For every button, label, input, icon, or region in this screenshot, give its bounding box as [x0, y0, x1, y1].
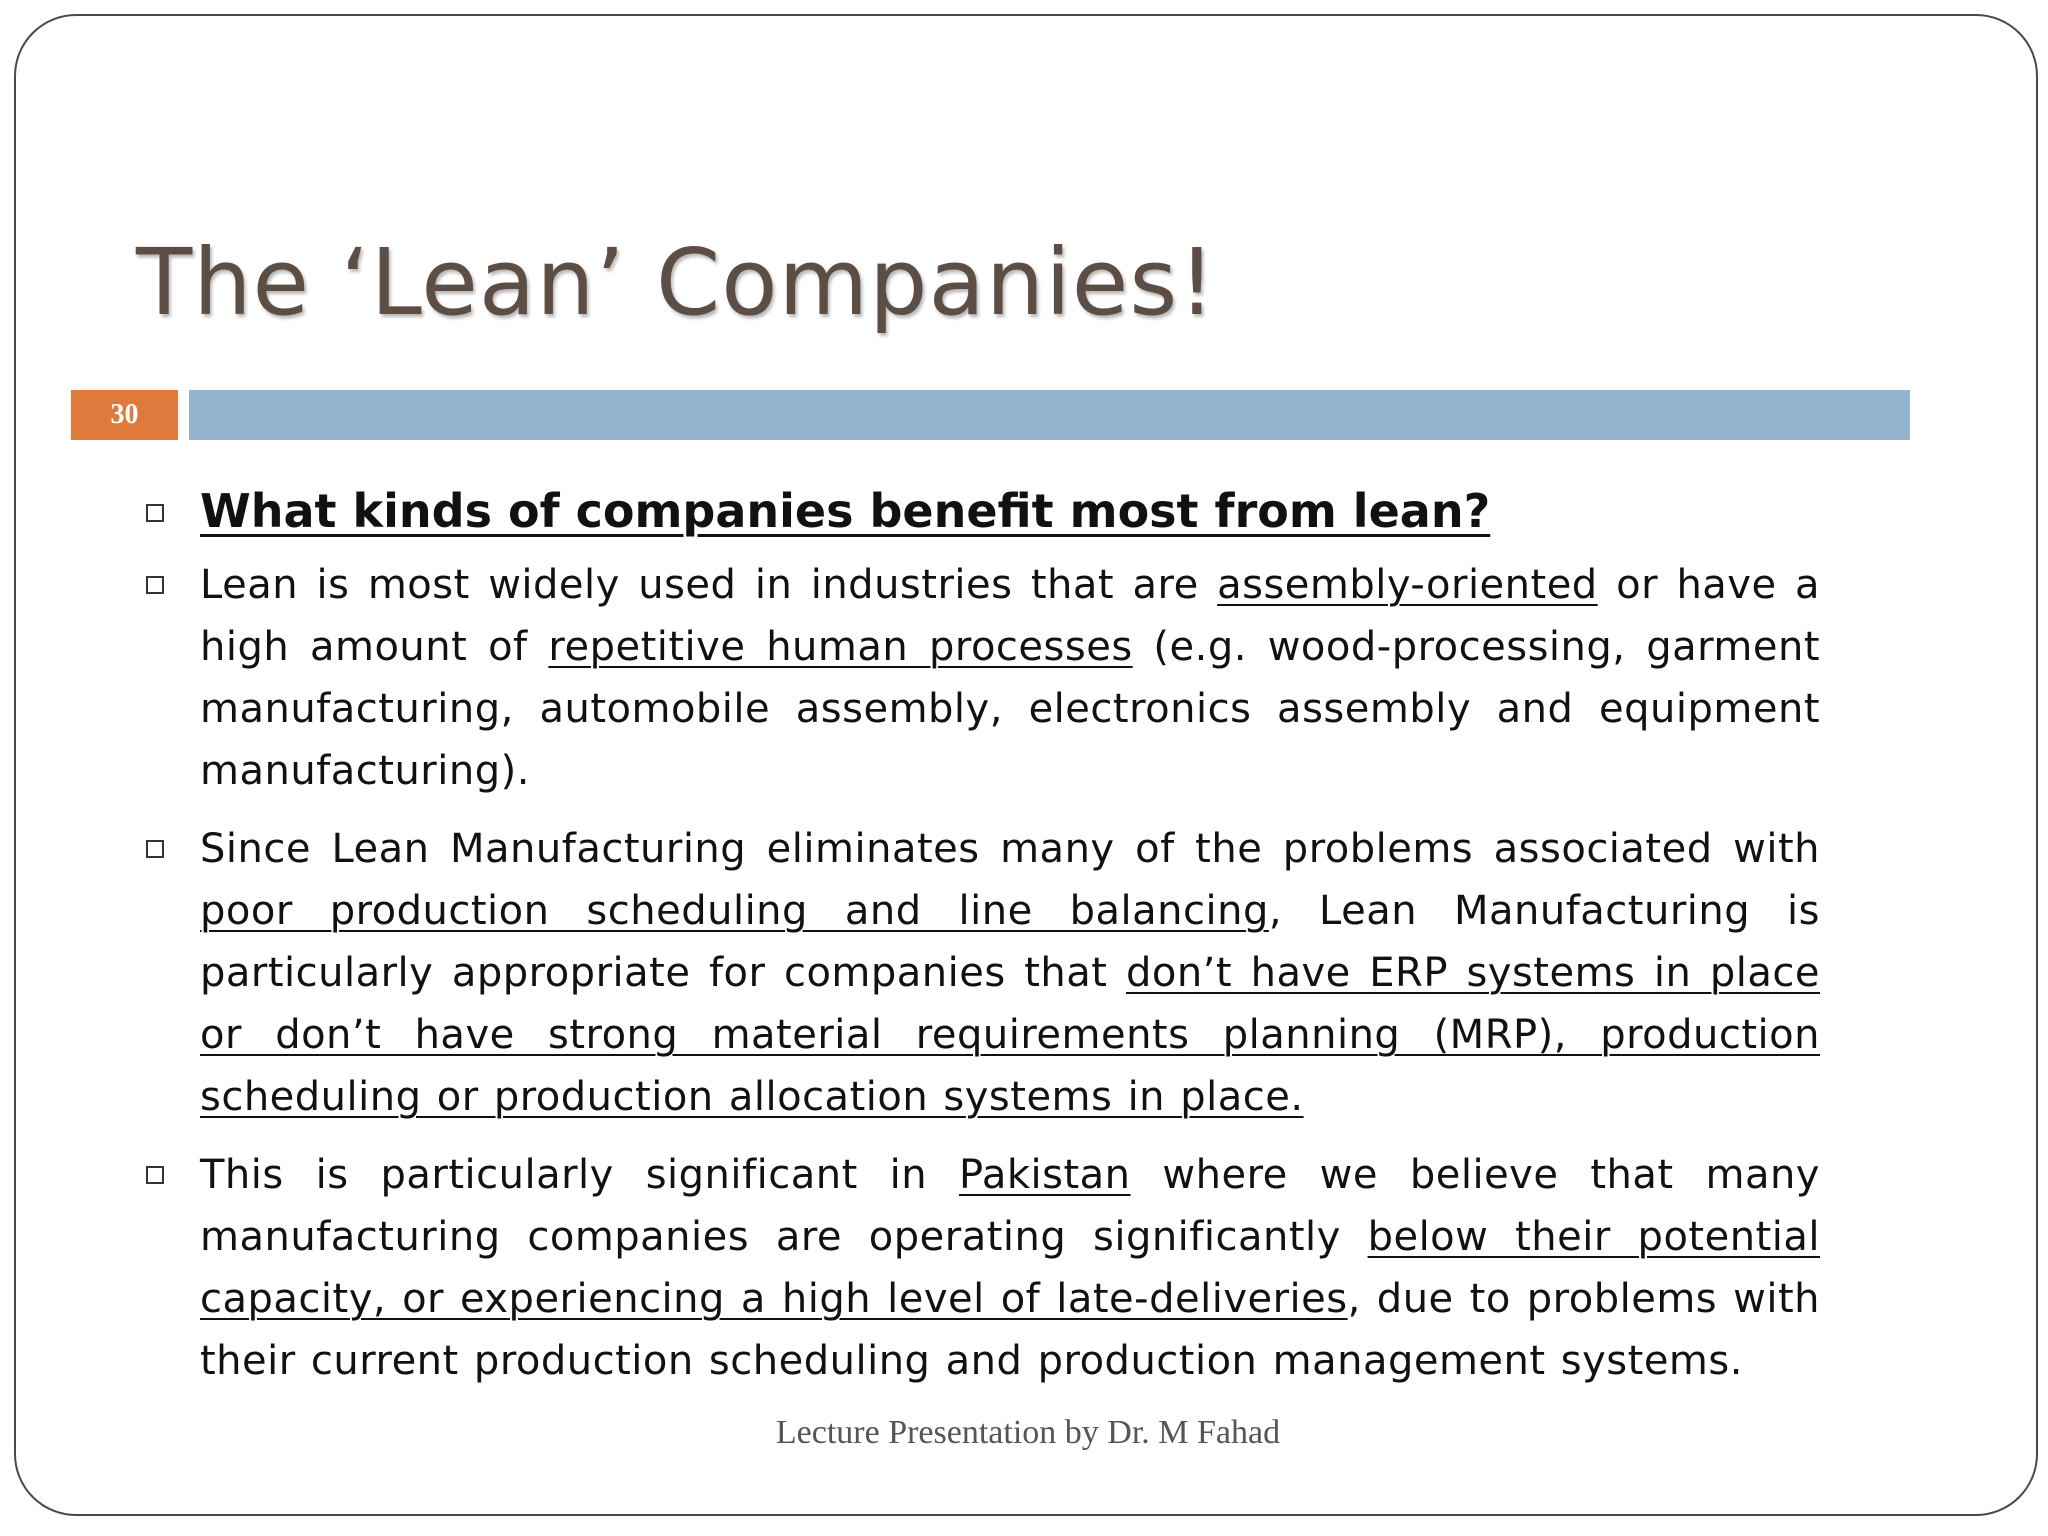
square-bullet-icon — [146, 504, 164, 522]
underlined-phrase: don’t have ERP systems in place or don’t have strong material requirements planning (MRP), production scheduling or production allocation systems in place. — [200, 950, 1820, 1120]
underlined-phrase: assembly-oriented — [1217, 562, 1598, 608]
underlined-phrase: below their potential capacity, or experiencing a high level of late-deliveries — [200, 1214, 1820, 1322]
slide-footer: Lecture Presentation by Dr. M Fahad — [775, 1414, 1281, 1451]
underlined-phrase: Pakistan — [959, 1152, 1131, 1198]
bullet-question — [200, 474, 1820, 548]
question-text: What kinds of companies benefit most from lean? — [200, 484, 1491, 538]
slide-number-badge: 30 — [71, 390, 178, 440]
bullet-lean-industries: Lean is most widely used in industries that are assembly-oriented or have a high amount of repetitive human processes (e.g. wood-processing, garment manufacturing, automobile assembly, electronics assembly and equipment manufacturing). — [200, 554, 1820, 802]
square-bullet-icon — [146, 576, 164, 594]
bullet-list — [200, 474, 1820, 1408]
underlined-phrase: poor production scheduling and line balancing — [200, 888, 1269, 934]
square-bullet-icon — [146, 1166, 164, 1184]
title-divider-bar — [189, 390, 1910, 440]
slide-title: The ‘Lean’ Companies! — [136, 229, 1217, 336]
underlined-phrase: repetitive human processes — [548, 624, 1133, 670]
bullet-erp-companies: Since Lean Manufacturing eliminates many of the problems associated with poor production scheduling and line balancing, Lean Manufacturing is particularly appropriate for companies that don’t have ERP systems in place or don’t have strong material requirements planning (MRP), production scheduling or production allocation systems in place. — [200, 818, 1820, 1128]
square-bullet-icon — [146, 840, 164, 858]
slide — [14, 14, 2038, 1516]
bullet-pakistan: This is particularly significant in Pakistan where we believe that many manufacturing companies are operating significantly below their potential capacity, or experiencing a high level of late-deliveries, due to problems with their current production scheduling and production management systems. — [200, 1144, 1820, 1392]
